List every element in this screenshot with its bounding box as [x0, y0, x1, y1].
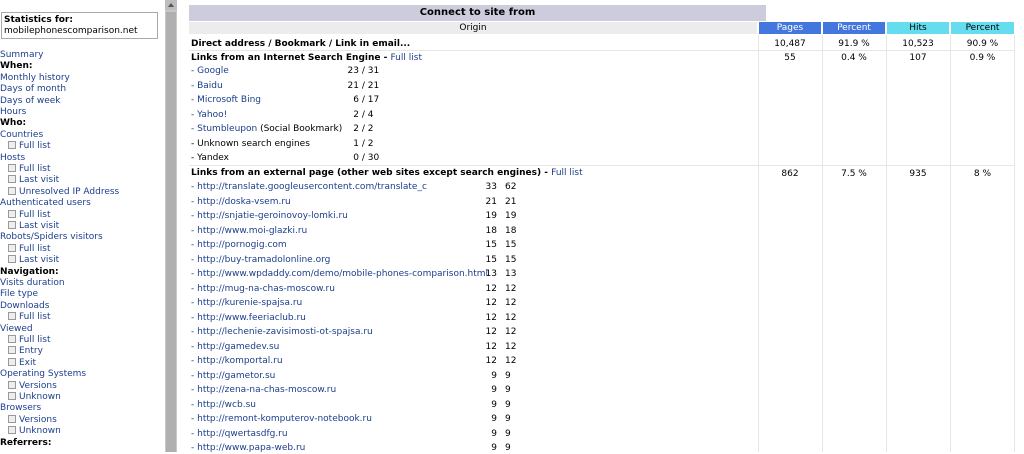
column-divider — [950, 35, 951, 452]
list-page-icon — [8, 187, 16, 195]
sidebar-item-label: Browsers — [0, 403, 42, 413]
referrer-pages: 15 — [485, 255, 497, 265]
search-engine-suffix: (Social Bookmark) — [257, 124, 343, 134]
sidebar-item[interactable] — [8, 346, 43, 357]
search-engine-hits: 31 — [367, 66, 380, 76]
referrer-row: - http://translate.googleusercontent.com/translate_c — [191, 182, 427, 192]
sidebar-item[interactable] — [8, 426, 61, 437]
referrer-hits: 9 — [505, 400, 511, 410]
referrer-link[interactable]: http://zena-na-chas-moscow.ru — [197, 385, 337, 395]
referrer-hits: 9 — [505, 429, 511, 439]
list-page-icon — [8, 221, 16, 229]
sidebar-item-label: Authenticated users — [0, 198, 91, 208]
referrer-hits: 9 — [505, 443, 511, 453]
sidebar-item[interactable] — [0, 278, 65, 289]
referrer-link[interactable]: http://lechenie-zavisimosti-ot-spajsa.ru — [197, 327, 373, 337]
referrer-hits: 13 — [505, 269, 517, 279]
sidebar-item[interactable] — [8, 244, 50, 255]
referrer-pages: 12 — [485, 356, 497, 366]
referrer-link[interactable]: http://www.moi-glazki.ru — [197, 226, 308, 236]
search-percent: 0.4 % — [841, 53, 867, 63]
search-engine-row: - Microsoft Bing — [191, 95, 262, 105]
sidebar-scrollbar[interactable] — [165, 0, 177, 452]
sidebar-item-label: Unknown — [19, 392, 61, 402]
referrer-link[interactable]: http://kurenie-spajsa.ru — [197, 298, 303, 308]
sidebar-item[interactable] — [0, 50, 44, 61]
sidebar-item-label: Navigation: — [0, 267, 59, 277]
sidebar-item[interactable] — [0, 369, 86, 380]
sidebar-item-label: Full list — [19, 335, 51, 345]
sidebar-item[interactable] — [8, 415, 57, 426]
count-separator: / — [359, 139, 368, 149]
count-separator: / — [359, 124, 368, 134]
search-engine-pages: 0 — [353, 153, 359, 163]
search-pages: 55 — [784, 53, 796, 63]
sidebar-item[interactable] — [8, 221, 59, 232]
sidebar-item-label: Robots/Spiders visitors — [0, 232, 103, 242]
referrer-pages: 18 — [485, 226, 497, 236]
referrer-pages: 12 — [485, 298, 497, 308]
sidebar-item-label: Hours — [0, 107, 27, 117]
referrer-row: - http://komportal.ru — [191, 356, 283, 366]
referrer-pages: 12 — [485, 313, 497, 323]
search-engine-name[interactable]: Stumbleupon — [197, 124, 258, 134]
referrer-pages: 12 — [485, 284, 497, 294]
referrer-row: - http://wcb.su — [191, 400, 256, 410]
referrer-link[interactable]: http://translate.googleusercontent.com/translate_c — [197, 182, 427, 192]
referrer-row: - http://www.feeriaclub.ru — [191, 313, 306, 323]
sidebar-item[interactable] — [0, 107, 26, 118]
sidebar-item-label: Summary — [0, 50, 44, 60]
referrer-hits: 9 — [505, 414, 511, 424]
sidebar-item-label: Full list — [19, 312, 51, 322]
sidebar-item-label: Entry — [19, 346, 43, 356]
referrer-link[interactable]: http://mug-na-chas-moscow.ru — [197, 284, 335, 294]
referrer-link[interactable]: http://komportal.ru — [197, 356, 283, 366]
direct-hits: 10,523 — [902, 39, 934, 49]
statistics-for-label: Statistics for: — [4, 15, 73, 25]
referrer-pages: 15 — [485, 240, 497, 250]
search-engine-row: - Unknown search engines — [191, 139, 310, 149]
sidebar-item[interactable] — [8, 392, 61, 403]
site-name: mobilephonescomparison.net — [4, 26, 138, 36]
sidebar-item[interactable] — [0, 301, 49, 312]
referrer-pages: 13 — [485, 269, 497, 279]
sidebar — [0, 0, 164, 452]
search-engine-name: Yandex — [197, 153, 230, 163]
referrer-row: - http://www.wpdaddy.com/demo/mobile-phones-comparison.html — [191, 269, 489, 279]
scroll-up-arrow-icon[interactable] — [165, 0, 177, 10]
sidebar-item-label: Full list — [19, 164, 51, 174]
referrer-pages: 12 — [485, 342, 497, 352]
search-engines-label: Links from an Internet Search Engine — [191, 53, 381, 63]
referrer-row: - http://lechenie-zavisimosti-ot-spajsa.ru — [191, 327, 373, 337]
table-title: Connect to site from — [189, 5, 766, 21]
search-engine-name[interactable]: Yahoo! — [197, 110, 228, 120]
search-engine-pages: 2 — [353, 124, 359, 134]
sidebar-item — [0, 61, 32, 72]
search-engine-counts — [345, 123, 374, 135]
sidebar-item[interactable] — [0, 232, 103, 243]
sidebar-item — [0, 438, 51, 449]
search-engine-counts — [345, 109, 374, 121]
sidebar-item-label: File type — [0, 289, 39, 299]
count-separator: / — [359, 153, 368, 163]
search-engine-name[interactable]: Microsoft Bing — [197, 95, 262, 105]
sidebar-item[interactable] — [8, 187, 119, 198]
count-separator: / — [359, 95, 368, 105]
referrer-link[interactable]: http://gametor.su — [197, 371, 276, 381]
sidebar-item[interactable] — [0, 198, 91, 209]
search-hits: 107 — [909, 53, 927, 63]
search-engine-counts — [345, 94, 379, 106]
sidebar-item-label: Operating Systems — [0, 369, 87, 379]
percent-column-header: Percent — [823, 22, 885, 34]
main-panel — [187, 0, 1024, 452]
search-engine-name[interactable]: Google — [197, 66, 229, 76]
referrer-link[interactable]: http://remont-komputerov-notebook.ru — [197, 414, 372, 424]
referrer-row: - http://gametor.su — [191, 371, 276, 381]
list-page-icon — [8, 210, 16, 218]
search-engine-hits: 30 — [367, 153, 380, 163]
referrer-pages: 9 — [491, 400, 497, 410]
list-page-icon — [8, 164, 16, 172]
sidebar-item-label: Viewed — [0, 324, 33, 334]
search-engines-row: Links from an Internet Search Engine - Full list — [191, 53, 422, 63]
sidebar-item[interactable] — [8, 210, 50, 221]
hits-column-header: Hits — [887, 22, 949, 34]
column-divider — [1014, 35, 1015, 452]
referrer-link[interactable]: http://buy-tramadolonline.org — [197, 255, 331, 265]
referrer-hits: 15 — [505, 240, 517, 250]
referrer-pages: 9 — [491, 443, 497, 453]
sidebar-item[interactable] — [0, 96, 61, 107]
list-page-icon — [8, 415, 16, 423]
origin-column-header: Origin — [189, 22, 757, 34]
search-engine-hits: 4 — [367, 110, 374, 120]
external-percent2: 8 % — [973, 169, 992, 179]
sidebar-item[interactable] — [8, 141, 50, 152]
sidebar-item-label: Monthly history — [0, 73, 70, 83]
direct-pages: 10,487 — [774, 39, 806, 49]
row-divider — [189, 50, 1015, 51]
list-page-icon — [8, 244, 16, 252]
sidebar-item-label: Versions — [19, 415, 57, 425]
search-engines-full-list-link[interactable]: Full list — [390, 53, 422, 63]
referrer-row: - http://doska-vsem.ru — [191, 197, 291, 207]
sidebar-item[interactable] — [8, 335, 50, 346]
column-divider — [886, 35, 887, 452]
sidebar-item — [0, 267, 59, 278]
referrer-link[interactable]: http://qwertasdfg.ru — [197, 429, 288, 439]
search-engine-row: - Stumbleupon (Social Bookmark) — [191, 124, 343, 134]
list-page-icon — [8, 255, 16, 263]
sidebar-item-label: Full list — [19, 244, 51, 254]
list-page-icon — [8, 426, 16, 434]
statistics-for-box — [1, 12, 158, 39]
sidebar-item[interactable] — [8, 164, 50, 175]
sidebar-item[interactable] — [0, 324, 33, 335]
sidebar-item — [0, 118, 26, 129]
referrer-hits: 12 — [505, 327, 517, 337]
sidebar-item-label: Referrers: — [0, 438, 52, 448]
search-engine-counts — [345, 65, 379, 77]
sidebar-item-label: Who: — [0, 118, 27, 128]
sidebar-item-label: Hosts — [0, 153, 26, 163]
referrer-pages: 21 — [485, 197, 497, 207]
list-page-icon — [8, 335, 16, 343]
list-page-icon — [8, 392, 16, 400]
referrer-hits: 12 — [505, 342, 517, 352]
referrer-pages: 9 — [491, 371, 497, 381]
external-pages-label: Links from an external page (other web sites except search engines) — [191, 168, 542, 178]
sidebar-item[interactable] — [0, 84, 66, 95]
referrer-row: - http://www.moi-glazki.ru — [191, 226, 308, 236]
search-engine-name: Unknown search engines — [197, 139, 310, 149]
external-pages-full-list-link[interactable]: Full list — [551, 168, 583, 178]
referrer-link[interactable]: http://wcb.su — [197, 400, 256, 410]
search-engine-counts — [345, 152, 379, 164]
referrer-hits: 62 — [505, 182, 517, 192]
list-page-icon — [8, 312, 16, 320]
count-separator: / — [359, 81, 368, 91]
list-page-icon — [8, 141, 16, 149]
list-page-icon — [8, 175, 16, 183]
direct-percent: 91.9 % — [838, 39, 870, 49]
search-engine-pages: 6 — [353, 95, 359, 105]
sidebar-item-label: When: — [0, 61, 33, 71]
referrer-row: - http://zena-na-chas-moscow.ru — [191, 385, 337, 395]
referrer-hits: 9 — [505, 385, 511, 395]
search-engine-row: - Baidu — [191, 81, 223, 91]
referrer-hits: 12 — [505, 284, 517, 294]
row-divider — [189, 165, 1015, 166]
search-engine-row: - Google — [191, 66, 229, 76]
referrer-row: - http://mug-na-chas-moscow.ru — [191, 284, 335, 294]
external-pages-row: Links from an external page (other web sites except search engines) - Full list — [191, 168, 583, 178]
external-pages: 862 — [781, 169, 799, 179]
referrer-hits: 12 — [505, 356, 517, 366]
search-engine-counts — [345, 138, 374, 150]
sidebar-item-label: Last visit — [19, 175, 60, 185]
sidebar-item-label: Versions — [19, 381, 57, 391]
search-engine-name[interactable]: Baidu — [197, 81, 223, 91]
sidebar-item-label: Days of week — [0, 96, 61, 106]
referrer-row: - http://gamedev.su — [191, 342, 280, 352]
sidebar-item[interactable] — [0, 73, 70, 84]
search-engine-hits: 2 — [367, 124, 374, 134]
search-engine-pages: 21 — [347, 81, 359, 91]
sidebar-item[interactable] — [8, 358, 36, 369]
referrer-hits: 12 — [505, 313, 517, 323]
sidebar-item-label: Downloads — [0, 301, 50, 311]
sidebar-item-label: Last visit — [19, 255, 60, 265]
referrer-hits: 18 — [505, 226, 517, 236]
search-engine-row: - Yahoo! — [191, 110, 228, 120]
search-engine-counts — [345, 80, 379, 92]
referrer-link[interactable]: http://gamedev.su — [197, 342, 280, 352]
sidebar-item[interactable] — [8, 175, 59, 186]
search-engine-hits: 17 — [367, 95, 380, 105]
search-engine-row: - Yandex — [191, 153, 230, 163]
sidebar-item-label: Full list — [19, 210, 51, 220]
referrer-pages: 19 — [485, 211, 497, 221]
referrer-hits: 19 — [505, 211, 517, 221]
referrer-link[interactable]: http://www.papa-web.ru — [197, 443, 306, 453]
scrollbar-thumb[interactable] — [166, 12, 176, 452]
referrer-row: - http://remont-komputerov-notebook.ru — [191, 414, 372, 424]
sidebar-item[interactable] — [0, 130, 43, 141]
referrer-link[interactable]: http://snjatie-geroinovoy-lomki.ru — [197, 211, 348, 221]
column-divider — [758, 35, 759, 452]
sidebar-item-label: Full list — [19, 141, 51, 151]
referrer-link[interactable]: http://www.wpdaddy.com/demo/mobile-phones-comparison.html — [197, 269, 489, 279]
referrer-pages: 9 — [491, 385, 497, 395]
sidebar-item[interactable] — [0, 289, 38, 300]
sidebar-item-label: Unknown — [19, 426, 61, 436]
referrer-link[interactable]: http://pornogig.com — [197, 240, 287, 250]
sidebar-item[interactable] — [0, 403, 41, 414]
referrer-row: - http://buy-tramadolonline.org — [191, 255, 331, 265]
list-page-icon — [8, 358, 16, 366]
referrer-row: - http://snjatie-geroinovoy-lomki.ru — [191, 211, 348, 221]
column-divider — [822, 35, 823, 452]
sidebar-item-label: Exit — [19, 358, 37, 368]
count-separator: / — [359, 66, 368, 76]
referrer-row: - http://kurenie-spajsa.ru — [191, 298, 303, 308]
referrer-hits: 12 — [505, 298, 517, 308]
referrer-pages: 12 — [485, 327, 497, 337]
sidebar-item[interactable] — [0, 153, 25, 164]
search-engine-pages: 23 — [347, 66, 359, 76]
sidebar-item-label: Unresolved IP Address — [19, 187, 120, 197]
referrer-pages: 9 — [491, 429, 497, 439]
referrer-pages: 9 — [491, 414, 497, 424]
sidebar-item[interactable] — [8, 255, 59, 266]
search-engine-pages: 1 — [353, 139, 359, 149]
list-page-icon — [8, 346, 16, 354]
external-hits: 935 — [909, 169, 927, 179]
referrer-link[interactable]: http://www.feeriaclub.ru — [197, 313, 306, 323]
referrer-hits: 9 — [505, 371, 511, 381]
search-engine-hits: 21 — [367, 81, 380, 91]
referrer-row: - http://www.papa-web.ru — [191, 443, 306, 453]
sidebar-item[interactable] — [8, 312, 50, 323]
external-percent: 7.5 % — [841, 169, 867, 179]
list-page-icon — [8, 381, 16, 389]
referrer-pages: 33 — [485, 182, 497, 192]
sidebar-item-label: Last visit — [19, 221, 60, 231]
direct-percent2: 90.9 % — [966, 39, 999, 49]
referrer-row: - http://qwertasdfg.ru — [191, 429, 288, 439]
sidebar-item[interactable] — [8, 381, 57, 392]
referrer-row: - http://pornogig.com — [191, 240, 287, 250]
count-separator: / — [359, 110, 368, 120]
direct-row-label: Direct address / Bookmark / Link in email... — [191, 39, 411, 49]
search-engine-pages: 2 — [353, 110, 359, 120]
pages-column-header: Pages — [759, 22, 821, 34]
sidebar-item-label: Countries — [0, 130, 44, 140]
referrer-link[interactable]: http://doska-vsem.ru — [197, 197, 291, 207]
referrer-hits: 15 — [505, 255, 517, 265]
referrer-hits: 21 — [505, 197, 517, 207]
sidebar-item-label: Visits duration — [0, 278, 65, 288]
search-percent2: 0.9 % — [969, 53, 996, 63]
search-engine-hits: 2 — [367, 139, 374, 149]
percent2-column-header: Percent — [951, 22, 1014, 34]
sidebar-item-label: Days of month — [0, 84, 67, 94]
